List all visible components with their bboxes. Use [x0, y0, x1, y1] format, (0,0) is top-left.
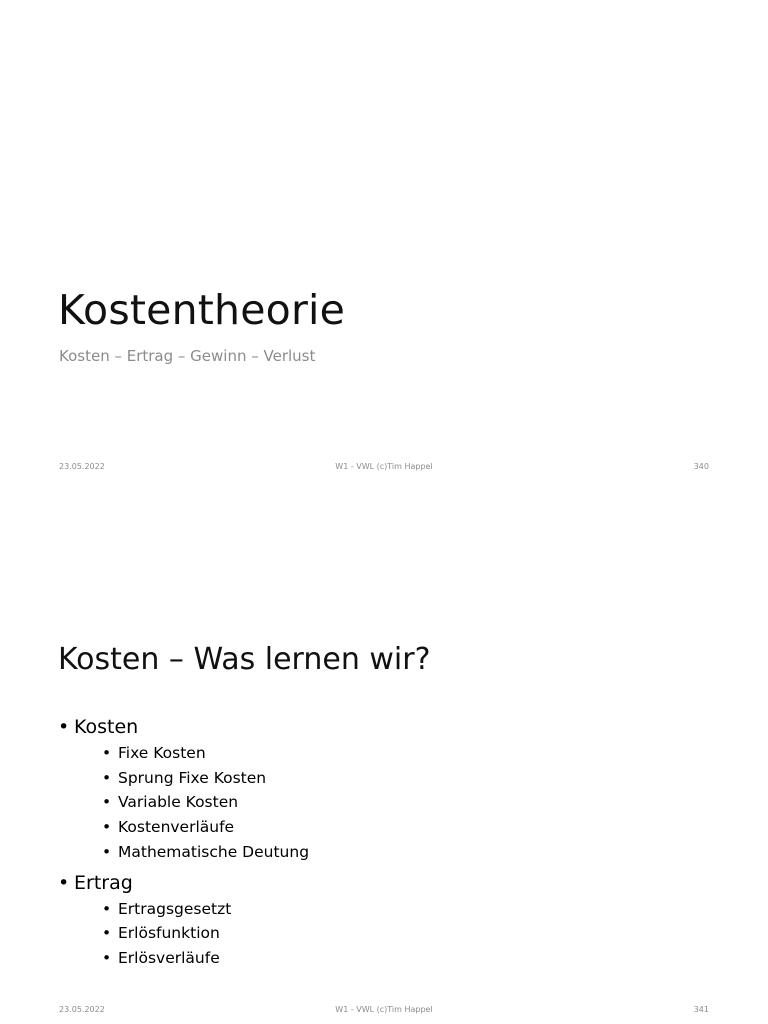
footer-page-number: 341 [693, 1005, 709, 1014]
footer-page-number: 340 [693, 462, 709, 471]
bullet-list [58, 715, 309, 971]
sub-bullet-item: • Erlösverläufe [74, 946, 309, 971]
sub-bullet-item: • Erlösfunktion [74, 921, 309, 946]
footer-author: W1 - VWL (c)Tim Happel [335, 462, 433, 471]
bullet-item [58, 715, 309, 865]
sub-bullet-item: • Kostenverläufe [74, 815, 309, 840]
footer-date: 23.05.2022 [59, 1005, 105, 1014]
sub-bullet-item: • Mathematische Deutung [74, 840, 309, 865]
content-slide [0, 512, 768, 1024]
sub-bullet-list [74, 897, 309, 971]
sub-bullet-item: • Fixe Kosten [74, 741, 309, 766]
slide-title: Kosten – Was lernen wir? [58, 642, 431, 677]
slide-footer [0, 462, 768, 474]
bullet-label: Ertrag [74, 871, 133, 894]
footer-date: 23.05.2022 [59, 462, 105, 471]
sub-bullet-list [74, 741, 309, 865]
bullet-label: Kosten [74, 716, 139, 738]
sub-bullet-item: • Ertragsgesetzt [74, 897, 309, 922]
footer-author: W1 - VWL (c)Tim Happel [335, 1005, 433, 1014]
sub-bullet-item: • Variable Kosten [74, 790, 309, 815]
slide-subtitle: Kosten – Ertrag – Gewinn – Verlust [59, 347, 316, 365]
bullet-item [58, 871, 309, 971]
slide-footer [0, 1005, 768, 1017]
sub-bullet-item: • Sprung Fixe Kosten [74, 766, 309, 791]
slide-title: Kostentheorie [58, 286, 346, 334]
